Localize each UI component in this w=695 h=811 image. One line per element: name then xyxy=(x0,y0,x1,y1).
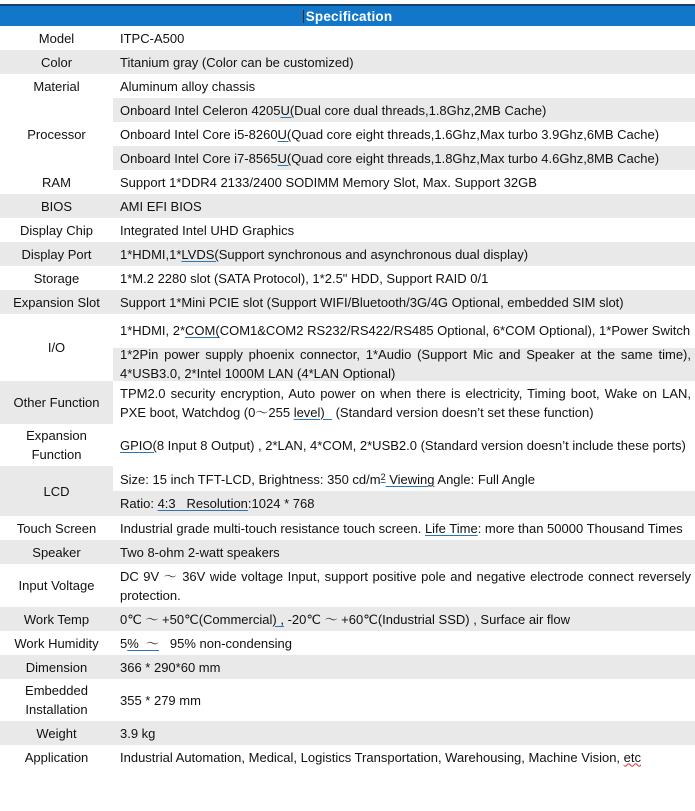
underlined-text: Life Time xyxy=(424,520,478,536)
value-text xyxy=(120,567,695,605)
row-label: I/O xyxy=(0,314,113,381)
row-label: Dimension xyxy=(0,655,113,679)
row-label: LCD xyxy=(0,466,113,516)
value-cell xyxy=(113,266,695,290)
spec-row xyxy=(0,98,695,170)
value-cell xyxy=(113,314,695,348)
spec-row xyxy=(0,381,695,424)
value-cell xyxy=(113,466,695,491)
row-values xyxy=(113,26,695,50)
row-label: BIOS xyxy=(0,194,113,218)
text-segment: Quad core eight threads,1.6Ghz,Max turbo 3.9Ghz,6MB Cache) xyxy=(291,126,660,142)
row-values xyxy=(113,381,695,424)
text-segment: Quad core eight threads,1.8Ghz,Max turbo 4.6Ghz,8MB Cache) xyxy=(291,150,660,166)
value-cell xyxy=(113,74,695,98)
text-segment: 3.9 kg xyxy=(120,725,156,741)
underlined-text: % ～ xyxy=(127,635,160,651)
spec-row xyxy=(0,607,695,631)
text-segment: -20℃ ～ +60℃(Industrial SSD) , Surface air flow xyxy=(283,611,571,627)
spec-row xyxy=(0,266,695,290)
text-segment: Onboard Intel Core i7-8565 xyxy=(120,150,278,166)
row-values xyxy=(113,266,695,290)
spec-row xyxy=(0,314,695,381)
row-label: Display Port xyxy=(0,242,113,266)
text-segment: Support synchronous and asynchronous dual display) xyxy=(218,246,529,262)
row-label: Work Humidity xyxy=(0,631,113,655)
value-cell xyxy=(113,348,695,382)
value-text xyxy=(120,519,691,538)
underlined-text: U( xyxy=(280,102,295,118)
row-values xyxy=(113,607,695,631)
spec-row xyxy=(0,290,695,314)
table-header xyxy=(0,4,695,26)
spec-row xyxy=(0,540,695,564)
row-values xyxy=(113,516,695,540)
text-segment: 1*M.2 2280 slot (SATA Protocol), 1*2.5" HDD, Support RAID 0/1 xyxy=(120,270,489,286)
text-segment: Dual core dual threads,1.8Ghz,2MB Cache) xyxy=(294,102,547,118)
text-segment: ITPC-A500 xyxy=(120,30,185,46)
row-values xyxy=(113,564,695,607)
row-label: Speaker xyxy=(0,540,113,564)
row-values xyxy=(113,631,695,655)
underlined-text: 2 xyxy=(380,472,386,482)
value-text xyxy=(120,125,691,144)
underlined-text: U( xyxy=(277,150,292,166)
underlined-text: COM( xyxy=(185,323,220,339)
value-cell xyxy=(113,491,695,516)
spec-table xyxy=(0,26,695,769)
value-text xyxy=(120,691,691,710)
spec-row xyxy=(0,424,695,466)
text-segment: Support 1*Mini PCIE slot (Support WIFI/Bluetooth/3G/4G Optional, embedded SIM slot) xyxy=(120,294,624,310)
row-values xyxy=(113,170,695,194)
value-text xyxy=(120,197,691,216)
text-segment: Titanium gray (Color can be customized) xyxy=(120,54,354,70)
text-segment: Industrial grade multi-touch resistance touch screen. xyxy=(120,520,425,536)
value-text xyxy=(120,149,691,168)
value-cell xyxy=(113,170,695,194)
text-segment: DC 9V ～ 36V wide voltage Input, support positive pole and negative electrode connect reversely protection. xyxy=(120,568,695,603)
row-label: Storage xyxy=(0,266,113,290)
spec-row xyxy=(0,242,695,266)
underlined-text: level) xyxy=(293,404,332,420)
text-segment: 95% non-condensing xyxy=(159,635,293,651)
value-text xyxy=(120,221,691,240)
spec-row xyxy=(0,218,695,242)
text-segment: 0℃ ～ +50℃(Commercial xyxy=(120,611,273,627)
value-cell xyxy=(113,721,695,745)
spec-row xyxy=(0,631,695,655)
value-cell xyxy=(113,745,695,769)
value-text xyxy=(120,748,691,767)
spec-row xyxy=(0,194,695,218)
value-text xyxy=(120,658,691,677)
row-values xyxy=(113,745,695,769)
text-segment: Support 1*DDR4 2133/2400 SODIMM Memory Slot, Max. Support 32GB xyxy=(120,174,537,190)
text-segment: Size: 15 inch TFT-LCD, Brightness: 350 cd/m xyxy=(120,472,381,487)
underlined-text: 4:3 Resolution xyxy=(157,496,248,511)
spec-row xyxy=(0,516,695,540)
row-values xyxy=(113,98,695,170)
text-segment: TPM2.0 security encryption, Auto power on when there is electricity, Timing boot, Wake on LAN, PXE boot, Watchdog (0～255 xyxy=(120,385,695,420)
row-label: Work Temp xyxy=(0,607,113,631)
row-label: Weight xyxy=(0,721,113,745)
value-text xyxy=(120,468,691,489)
value-cell xyxy=(113,98,695,122)
row-values xyxy=(113,466,695,516)
value-cell xyxy=(113,242,695,266)
text-segment: 1*HDMI,1* xyxy=(120,246,182,262)
text-segment: 8 Input 8 Output) , 2*LAN, 4*COM, 2*USB2.0 (Standard version doesn’t include these ports) xyxy=(156,437,686,453)
underlined-text: GPIO( xyxy=(120,437,157,453)
row-values xyxy=(113,50,695,74)
value-cell xyxy=(113,655,695,679)
value-cell xyxy=(113,218,695,242)
value-cell xyxy=(113,194,695,218)
text-segment: Aluminum alloy chassis xyxy=(120,78,256,94)
row-values xyxy=(113,314,695,381)
spec-row xyxy=(0,50,695,74)
value-cell xyxy=(113,540,695,564)
text-segment: 1*2Pin power supply phoenix connector, 1*Audio (Support Mic and Speaker at the same time), 4*USB3.0, 2*Intel 1000M LAN (4*LAN Optional) xyxy=(120,347,695,382)
text-segment: COM1&COM2 RS232/RS422/RS485 Optional, 6*COM Optional), 1*Power Switch xyxy=(219,323,691,339)
value-cell xyxy=(113,146,695,170)
row-values xyxy=(113,290,695,314)
text-segment: 1*HDMI, 2* xyxy=(120,323,186,339)
value-text xyxy=(120,77,691,96)
text-segment: Industrial Automation, Medical, Logistics Transportation, Warehousing, Machine Vision, xyxy=(120,749,624,765)
row-label: Material xyxy=(0,74,113,98)
value-cell xyxy=(113,381,695,424)
row-values xyxy=(113,721,695,745)
text-segment: : more than 50000 Thousand Times xyxy=(477,520,683,536)
text-segment: 366 * 290*60 mm xyxy=(120,659,221,675)
value-cell xyxy=(113,679,695,721)
row-label: Expansion Slot xyxy=(0,290,113,314)
value-cell xyxy=(113,424,695,466)
row-label: Input Voltage xyxy=(0,564,113,607)
row-label: Model xyxy=(0,26,113,50)
text-segment: Two 8-ohm 2-watt speakers xyxy=(120,544,280,560)
value-text xyxy=(120,245,691,264)
text-segment: Integrated Intel UHD Graphics xyxy=(120,222,295,238)
underlined-text: U( xyxy=(277,126,292,142)
value-text xyxy=(120,173,691,192)
value-text xyxy=(120,321,691,340)
value-text xyxy=(120,269,691,288)
spec-row xyxy=(0,170,695,194)
value-text xyxy=(120,634,691,653)
value-cell xyxy=(113,26,695,50)
value-text xyxy=(120,436,691,455)
row-label: RAM xyxy=(0,170,113,194)
row-label: Other Function xyxy=(0,381,113,424)
value-text xyxy=(120,494,691,513)
text-segment: Ratio: xyxy=(120,496,158,511)
row-label: Touch Screen xyxy=(0,516,113,540)
spellcheck-flagged-text: etc xyxy=(623,749,641,765)
text-segment: 355 * 279 mm xyxy=(120,692,201,708)
spec-row xyxy=(0,679,695,721)
value-cell xyxy=(113,564,695,607)
spec-row xyxy=(0,745,695,769)
value-cell xyxy=(113,516,695,540)
spec-row xyxy=(0,655,695,679)
text-segment: (Standard version doesn’t set these function) xyxy=(331,404,594,420)
text-segment: AMI EFI BIOS xyxy=(120,198,202,214)
row-values xyxy=(113,74,695,98)
text-segment: 5 xyxy=(120,635,128,651)
text-segment: Onboard Intel Celeron 4205 xyxy=(120,102,281,118)
value-cell xyxy=(113,290,695,314)
row-label: Application xyxy=(0,745,113,769)
value-text xyxy=(120,724,691,743)
value-text xyxy=(120,53,691,72)
row-values xyxy=(113,194,695,218)
value-cell xyxy=(113,607,695,631)
value-text xyxy=(120,345,695,383)
underlined-text: Viewing xyxy=(385,472,435,487)
value-cell xyxy=(113,50,695,74)
value-text xyxy=(120,384,695,422)
underlined-text: ) , xyxy=(272,611,284,627)
row-values xyxy=(113,540,695,564)
value-cell xyxy=(113,122,695,146)
spec-row xyxy=(0,721,695,745)
value-text xyxy=(120,543,691,562)
value-text xyxy=(120,29,691,48)
row-label: Display Chip xyxy=(0,218,113,242)
page-title: Specification xyxy=(305,8,393,24)
row-label: Expansion Function xyxy=(0,424,113,466)
text-cursor-caret xyxy=(303,10,304,23)
row-values xyxy=(113,218,695,242)
spec-row xyxy=(0,564,695,607)
row-values xyxy=(113,424,695,466)
row-label: Color xyxy=(0,50,113,74)
row-values xyxy=(113,242,695,266)
spec-sheet-page xyxy=(0,4,695,769)
value-text xyxy=(120,101,691,120)
text-segment: Angle: Full Angle xyxy=(434,472,535,487)
text-segment: Onboard Intel Core i5-8260 xyxy=(120,126,278,142)
spec-row xyxy=(0,466,695,516)
row-values xyxy=(113,655,695,679)
spec-row xyxy=(0,26,695,50)
value-text xyxy=(120,293,691,312)
value-text xyxy=(120,610,691,629)
spec-row xyxy=(0,74,695,98)
text-segment: :1024 * 768 xyxy=(247,496,315,511)
value-cell xyxy=(113,631,695,655)
underlined-text: LVDS( xyxy=(181,246,219,262)
row-label: Processor xyxy=(0,98,113,170)
row-label: Embedded Installation xyxy=(0,679,113,721)
row-values xyxy=(113,679,695,721)
